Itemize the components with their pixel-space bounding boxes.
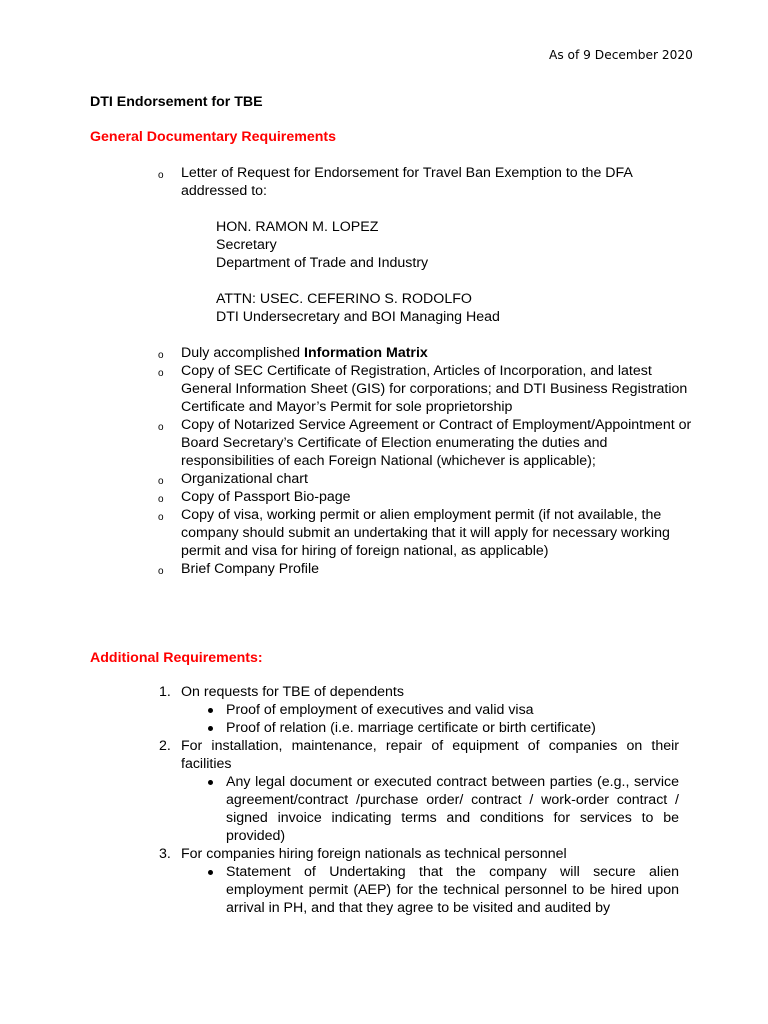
numbered-item xyxy=(155,683,679,737)
list-item: o Copy of Passport Bio-page xyxy=(155,488,695,506)
general-requirements-list xyxy=(155,164,695,578)
letter-request-text: Letter of Request for Endorsement for Travel Ban Exemption to the DFA addressed to: xyxy=(181,165,633,199)
bullet-list xyxy=(181,863,679,917)
item-number: 2. xyxy=(159,738,171,754)
document-date: As of 9 December 2020 xyxy=(549,48,693,62)
list-item: o Copy of visa, working permit or alien employment permit (if not available, the company should submit an undertaking that it will apply for necessary working permit and visa for hiring of foreign national, as applicable) xyxy=(155,506,695,560)
general-requirements-heading: General Documentary Requirements xyxy=(90,129,336,145)
item-text: For companies hiring foreign nationals as technical personnel xyxy=(181,846,567,862)
bullet-item: Proof of relation (i.e. marriage certificate or birth certificate) xyxy=(181,719,679,737)
addressee-name: HON. RAMON M. LOPEZ xyxy=(216,219,379,235)
document-title: DTI Endorsement for TBE xyxy=(90,94,263,110)
info-matrix-prefix: Duly accomplished xyxy=(181,345,301,361)
item-text: On requests for TBE of dependents xyxy=(181,684,404,700)
info-matrix-bold: Information Matrix xyxy=(304,345,428,361)
item-text: For installation, maintenance, repair of equipment of companies on their facilities xyxy=(181,738,679,772)
list-item: o Copy of SEC Certificate of Registration, Articles of Incorporation, and latest General Information Sheet (GIS) for corporations; and DTI Business Registration Certificate and Mayor’s Permit for sole proprietorship xyxy=(155,362,695,416)
list-item xyxy=(155,344,695,362)
additional-requirements-heading: Additional Requirements: xyxy=(90,650,263,666)
bullet-list xyxy=(181,773,679,845)
addressee-office: Department of Trade and Industry xyxy=(216,255,429,271)
numbered-item xyxy=(155,845,679,917)
bullet-item: Proof of employment of executives and valid visa xyxy=(181,701,679,719)
attention-line: ATTN: USEC. CEFERINO S. RODOLFO xyxy=(216,291,472,307)
numbered-item xyxy=(155,737,679,845)
list-item: o Organizational chart xyxy=(155,470,695,488)
list-item xyxy=(155,164,695,326)
item-number: 3. xyxy=(159,846,171,862)
addressee-position: Secretary xyxy=(216,237,277,253)
item-number: 1. xyxy=(159,684,171,700)
bullet-item: Any legal document or executed contract between parties (e.g., service agreement/contract /purchase order/ contract / work-order contract / signed invoice indicating terms and conditions for services to be provided) xyxy=(181,773,679,845)
attention-position: DTI Undersecretary and BOI Managing Head xyxy=(216,309,500,325)
list-item: o Brief Company Profile xyxy=(155,560,695,578)
bullet-item: Statement of Undertaking that the company will secure alien employment permit (AEP) for the technical personnel to be hired upon arrival in PH, and that they agree to be visited and audited by xyxy=(181,863,679,917)
additional-requirements-list xyxy=(155,683,679,917)
addressee-block xyxy=(181,218,695,326)
bullet-list xyxy=(181,701,679,737)
list-item: o Copy of Notarized Service Agreement or Contract of Employment/Appointment or Board Secretary’s Certificate of Election enumerating the duties and responsibilities of each Foreign National (whichever is applicable); xyxy=(155,416,695,470)
